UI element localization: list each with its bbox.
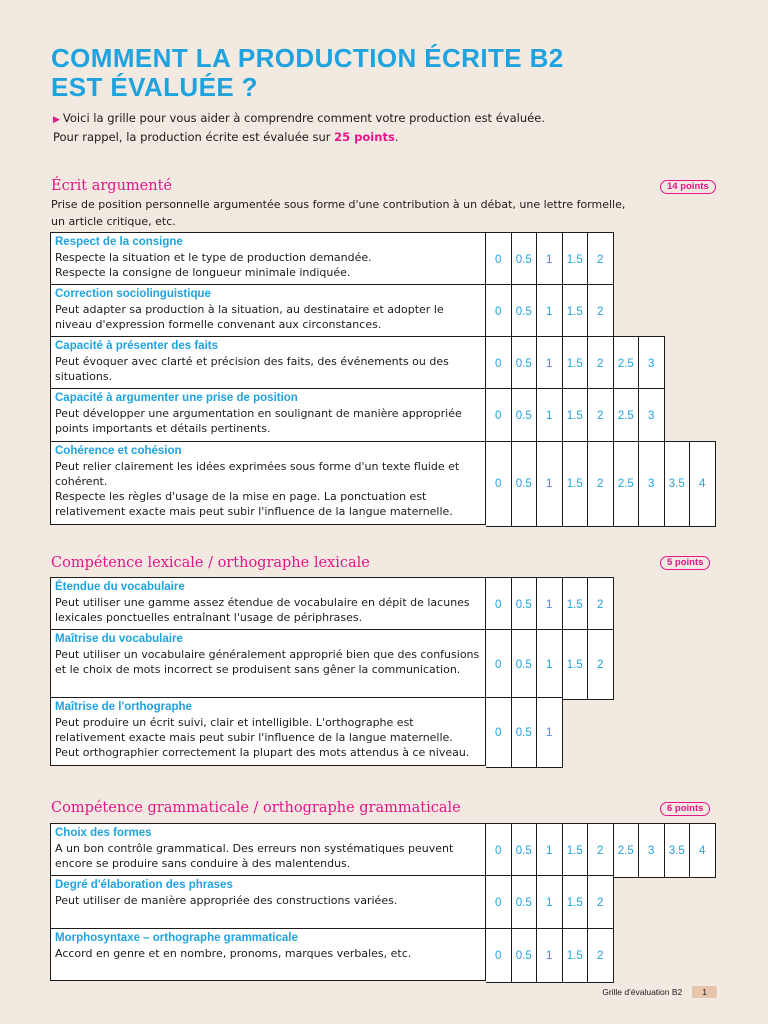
criterion-description: Peut utiliser un vocabulaire généralement approprié bien que des confusions et le choix de mots incorrect se produisent sans gêner la communication.: [55, 648, 480, 676]
criterion-description: Peut utiliser de manière appropriée des constructions variées.: [55, 894, 398, 907]
criterion-description: Peut évoquer avec clarté et précision des faits, des événements ou des situations.: [55, 355, 449, 383]
section-title-competence-grammaticale: Compétence grammaticale / orthographe grammaticale: [51, 800, 461, 816]
score-value: 0.5: [512, 389, 538, 443]
criterion-cell: [50, 441, 486, 525]
page-number: 1: [692, 986, 717, 998]
criterion-description: A un bon contrôle grammatical. Des erreurs non systématiques peuvent encore se produire sans conduire à des malentendus.: [55, 842, 454, 870]
score-value: 1.5: [563, 285, 589, 338]
score-scale: [486, 629, 614, 700]
score-value: 3.5: [665, 824, 691, 877]
score-scale: [486, 875, 614, 931]
score-value: 1: [537, 442, 563, 526]
total-points: 25 points: [334, 130, 395, 144]
criterion-title: Morphosyntaxe – orthographe grammaticale: [55, 932, 298, 944]
score-value: 4: [690, 442, 716, 526]
score-value: 1: [537, 285, 563, 338]
intro-line-1: Voici la grille pour vous aider à comprendre comment votre production est évaluée.: [62, 111, 545, 125]
section-points-badge: 6 points: [660, 802, 710, 816]
score-value: 3: [639, 442, 665, 526]
score-value: 0: [486, 630, 512, 699]
criterion-cell: [50, 875, 486, 929]
criterion-title: Étendue du vocabulaire: [55, 581, 185, 593]
intro-line-2-text: Pour rappel, la production écrite est évaluée sur: [53, 130, 335, 144]
page-title-line-1: COMMENT LA PRODUCTION ÉCRITE B2: [51, 43, 564, 73]
score-value: 2: [588, 630, 614, 699]
score-value: 2.5: [614, 442, 640, 526]
score-value: 0: [486, 698, 512, 767]
score-scale: [486, 823, 716, 878]
score-scale: [486, 577, 614, 632]
score-value: 3: [639, 337, 665, 390]
score-value: 0: [486, 929, 512, 982]
score-value: 1.5: [563, 578, 589, 631]
score-value: 2: [588, 389, 614, 443]
score-value: 2.5: [614, 389, 640, 443]
score-value: 1.5: [563, 337, 589, 390]
criterion-cell: [50, 388, 486, 442]
criterion-title: Maîtrise de l'orthographe: [55, 701, 192, 713]
score-value: 0: [486, 578, 512, 631]
criterion-description: Peut adapter sa production à la situation, au destinataire et adopter le niveau d'expression formelle convenant aux circonstances.: [55, 303, 444, 331]
page-footer: [602, 986, 717, 998]
score-scale: [486, 441, 716, 527]
score-value: 2: [588, 824, 614, 877]
criterion-title: Respect de la consigne: [55, 236, 183, 248]
score-value: 1: [537, 578, 563, 631]
score-value: 1: [537, 389, 563, 443]
page-title: [51, 44, 564, 102]
score-value: 0: [486, 824, 512, 877]
criterion-cell: [50, 629, 486, 698]
score-value: 0.5: [512, 285, 538, 338]
score-value: 3: [639, 824, 665, 877]
section-title-competence-lexicale: Compétence lexicale / orthographe lexicale: [51, 555, 370, 571]
score-value: 0: [486, 233, 512, 286]
score-value: 1: [537, 929, 563, 982]
section-title-ecrit-argumente: Écrit argumenté: [51, 178, 172, 194]
criterion-cell: [50, 823, 486, 876]
intro-text: [53, 110, 545, 146]
score-scale: [486, 232, 614, 287]
criterion-title: Correction sociolinguistique: [55, 288, 211, 300]
score-value: 3.5: [665, 442, 691, 526]
section-points-badge: 5 points: [660, 556, 710, 570]
criterion-cell: [50, 928, 486, 981]
score-value: 2: [588, 233, 614, 286]
score-value: 0.5: [512, 442, 538, 526]
section-points-badge: 14 points: [660, 180, 716, 194]
criterion-title: Maîtrise du vocabulaire: [55, 633, 183, 645]
criterion-title: Choix des formes: [55, 827, 152, 839]
score-value: 0.5: [512, 630, 538, 699]
score-value: 2: [588, 876, 614, 930]
score-value: 2: [588, 285, 614, 338]
criterion-title: Capacité à présenter des faits: [55, 340, 218, 352]
score-value: 0.5: [512, 233, 538, 286]
score-scale: [486, 928, 614, 983]
score-scale: [486, 284, 614, 339]
criterion-cell: [50, 697, 486, 766]
score-value: 2.5: [614, 337, 640, 390]
score-value: 4: [690, 824, 716, 877]
score-value: 0.5: [512, 578, 538, 631]
intro-line-2-end: .: [394, 130, 399, 144]
score-value: 1.5: [563, 824, 589, 877]
score-scale: [486, 697, 563, 768]
criterion-description: Peut développer une argumentation en soulignant de manière appropriée points importants et détails pertinents.: [55, 407, 462, 435]
score-value: 0.5: [512, 337, 538, 390]
score-value: 0: [486, 442, 512, 526]
score-value: 1.5: [563, 929, 589, 982]
score-scale: [486, 388, 665, 444]
score-value: 0: [486, 337, 512, 390]
score-value: 1: [537, 876, 563, 930]
score-value: 0.5: [512, 929, 538, 982]
score-value: 1: [537, 630, 563, 699]
footer-label: Grille d'évaluation B2: [602, 987, 683, 997]
score-value: 1.5: [563, 630, 589, 699]
criterion-cell: [50, 232, 486, 285]
score-value: 0: [486, 389, 512, 443]
score-value: 1: [537, 233, 563, 286]
score-value: 0: [486, 876, 512, 930]
score-value: 0: [486, 285, 512, 338]
triangle-bullet-icon: ▶: [53, 115, 60, 125]
score-value: 1: [537, 824, 563, 877]
criterion-cell: [50, 336, 486, 389]
score-value: 1.5: [563, 876, 589, 930]
score-value: 0.5: [512, 876, 538, 930]
criterion-cell: [50, 284, 486, 337]
criterion-description: Respecte la situation et le type de production demandée. Respecte la consigne de longueur minimale indiquée.: [55, 251, 372, 279]
score-scale: [486, 336, 665, 391]
criterion-title: Degré d'élaboration des phrases: [55, 879, 233, 891]
score-value: 2: [588, 442, 614, 526]
score-value: 2: [588, 337, 614, 390]
score-value: 3: [639, 389, 665, 443]
criterion-title: Cohérence et cohésion: [55, 445, 182, 457]
score-value: 1.5: [563, 389, 589, 443]
score-value: 1: [537, 337, 563, 390]
score-value: 2: [588, 929, 614, 982]
score-value: 1: [537, 698, 563, 767]
criterion-description: Peut relier clairement les idées exprimées sous forme d'un texte fluide et cohérent. Respecte les règles d'usage de la mise en page. La ponctuation est relativement exacte mais peut subir l'influence de la langue maternelle.: [55, 460, 460, 518]
score-value: 1.5: [563, 442, 589, 526]
score-value: 1.5: [563, 233, 589, 286]
criterion-description: Peut produire un écrit suivi, clair et intelligible. L'orthographe est relativement exacte mais peut subir l'influence de la langue maternelle. Peut orthographier correctement la plupart des mots attendus à ce niveau.: [55, 716, 470, 759]
score-value: 0.5: [512, 698, 538, 767]
criterion-cell: [50, 577, 486, 630]
page-title-line-2: EST ÉVALUÉE ?: [51, 72, 258, 102]
criterion-title: Capacité à argumenter une prise de position: [55, 392, 298, 404]
score-value: 2: [588, 578, 614, 631]
score-value: 0.5: [512, 824, 538, 877]
score-value: 2.5: [614, 824, 640, 877]
criterion-description: Accord en genre et en nombre, pronoms, marques verbales, etc.: [55, 947, 412, 960]
criterion-description: Peut utiliser une gamme assez étendue de vocabulaire en dépit de lacunes lexicales ponctuelles entraînant l'usage de périphrases.: [55, 596, 470, 624]
section-description: Prise de position personnelle argumentée sous forme d'une contribution à un débat, une lettre formelle, un article critique, etc.: [51, 198, 626, 228]
